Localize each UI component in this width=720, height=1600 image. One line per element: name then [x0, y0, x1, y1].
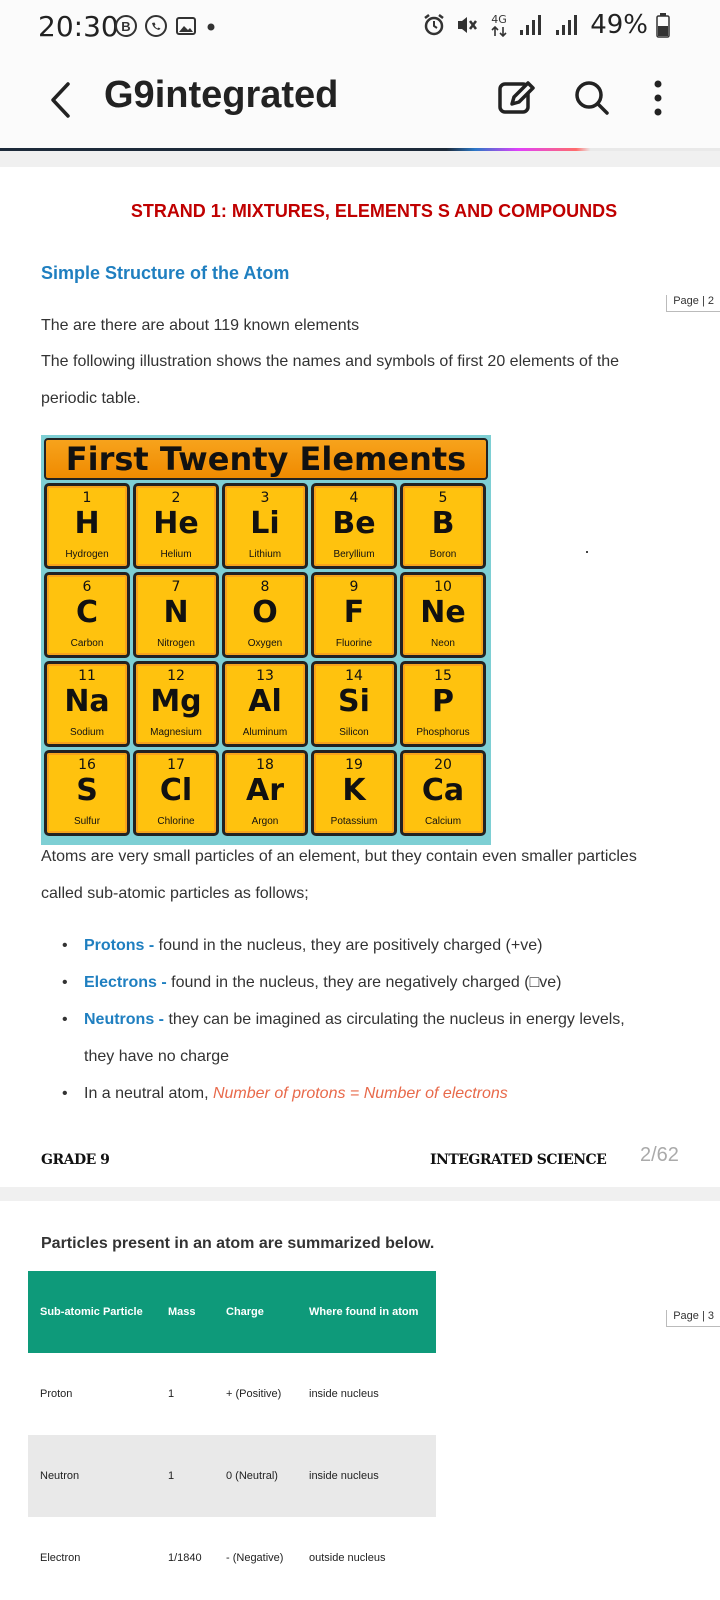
element-name: Lithium [248, 549, 282, 560]
element-symbol: Be [332, 506, 376, 541]
column-header: Mass [156, 1271, 214, 1353]
atomic-number: 19 [345, 757, 363, 773]
element-symbol: Mg [150, 684, 202, 719]
paragraph: periodic table. [41, 390, 141, 407]
table-cell: 1/1840 [168, 1552, 202, 1564]
atomic-number: 10 [434, 579, 452, 595]
element-cell [222, 483, 308, 569]
element-name: Chlorine [157, 816, 195, 827]
element-cell [44, 661, 130, 747]
whatsapp-icon [144, 14, 168, 38]
atomic-number: 20 [434, 757, 452, 773]
atomic-number: 4 [349, 490, 359, 506]
chevron-left-icon [48, 80, 72, 120]
section-heading: Simple Structure of the Atom [41, 263, 290, 283]
element-symbol: H [74, 506, 100, 541]
table-cell: Neutron [28, 1435, 156, 1517]
table-heading: Particles present in an atom are summarized below. [41, 1235, 435, 1252]
element-name: Calcium [424, 816, 462, 827]
element-name: Argon [251, 816, 279, 827]
bixby-icon [114, 14, 138, 38]
document-page-2 [0, 167, 720, 1187]
gallery-icon [174, 14, 198, 38]
element-name: Oxygen [247, 638, 283, 649]
table-row [28, 1353, 436, 1435]
table-cell: Electron [40, 1552, 81, 1564]
bullet-dot: • [62, 1085, 68, 1102]
list-text: they can be imagined as circulating the nucleus in energy levels, [164, 1011, 625, 1028]
term-neutrons: Neutrons - [84, 1011, 164, 1028]
4g-signal-icon [488, 11, 510, 39]
element-cell [400, 483, 486, 569]
element-symbol: He [153, 506, 199, 541]
back-button[interactable] [40, 72, 80, 128]
element-cell [222, 661, 308, 747]
more-options-button[interactable] [648, 76, 668, 120]
element-cell [311, 661, 397, 747]
element-symbol: Ca [421, 773, 465, 808]
signal-bars-icon [518, 12, 546, 38]
term-electrons: Electrons - [84, 974, 167, 991]
atomic-number: 11 [78, 668, 96, 684]
more-notifications-icon [204, 14, 218, 38]
element-name: Silicon [339, 727, 369, 738]
particles-table [28, 1271, 436, 1599]
paragraph: The are there are about 119 known elements [41, 317, 360, 334]
document-title: G9integrated [104, 74, 339, 116]
element-cell [222, 572, 308, 658]
element-cell [400, 572, 486, 658]
bullet-dot: • [62, 1011, 68, 1028]
system-icons [422, 10, 670, 40]
element-cell [133, 750, 219, 836]
atomic-number: 1 [82, 490, 92, 506]
list-text: In a neutral atom, [84, 1085, 213, 1102]
element-cell [311, 750, 397, 836]
list-text: found in the nucleus, they are negatively charged (□ve) [166, 974, 562, 991]
table-cell: 0 (Neutral) [214, 1435, 297, 1517]
element-cell [222, 750, 308, 836]
table-row [28, 1517, 436, 1599]
element-cell [44, 750, 130, 836]
atomic-number: 2 [171, 490, 181, 506]
page-gap [0, 151, 720, 167]
term-protons: Protons - [84, 937, 155, 954]
element-name: Nitrogen [157, 638, 195, 649]
atomic-number: 13 [256, 668, 274, 684]
status-bar [0, 0, 720, 52]
edit-button[interactable] [496, 76, 536, 120]
element-cell [400, 750, 486, 836]
element-symbol: C [75, 595, 99, 630]
table-cell: inside nucleus [297, 1435, 436, 1517]
atomic-number: 18 [256, 757, 274, 773]
strand-heading: STRAND 1: MIXTURES, ELEMENTS S AND COMPOUNDS [130, 201, 618, 221]
app-bar [0, 52, 720, 148]
element-symbol: Ne [420, 595, 466, 630]
element-name: Aluminum [242, 727, 288, 738]
atomic-number: 17 [167, 757, 185, 773]
element-name: Hydrogen [65, 549, 109, 560]
table-header-row [28, 1271, 436, 1353]
atomic-number: 6 [82, 579, 92, 595]
element-symbol: S [76, 773, 98, 808]
list-text: found in the nucleus, they are positively charged (+ve) [154, 937, 543, 954]
more-vertical-icon [648, 76, 668, 120]
element-cell [44, 572, 130, 658]
search-button[interactable] [572, 76, 612, 120]
element-name: Carbon [70, 638, 104, 649]
footer-grade: GRADE 9 [41, 1152, 110, 1168]
svg-text:B: B [121, 19, 131, 34]
periodic-table-image [41, 435, 491, 845]
list-text: they have no charge [84, 1048, 229, 1065]
table-cell: 1 [168, 1388, 175, 1400]
stray-dot [586, 551, 588, 553]
element-name: Sodium [70, 727, 104, 738]
page-number-tag: Page | 3 [666, 1310, 720, 1327]
element-name: Potassium [330, 816, 378, 827]
element-symbol: Na [64, 684, 110, 719]
element-name: Sulfur [73, 816, 101, 827]
atomic-number: 14 [345, 668, 363, 684]
list-item [60, 964, 680, 1001]
element-cell [133, 572, 219, 658]
atomic-number: 15 [434, 668, 452, 684]
search-icon [572, 76, 612, 120]
element-symbol: P [432, 684, 454, 719]
element-symbol: N [163, 595, 189, 630]
atomic-number: 9 [349, 579, 359, 595]
list-item [60, 1075, 680, 1112]
element-symbol: Al [248, 684, 282, 719]
emphasis-text: Number of protons = Number of electrons [212, 1085, 508, 1102]
table-cell: - (Negative) [226, 1552, 284, 1564]
page-gap [0, 1187, 720, 1201]
element-symbol: B [431, 506, 455, 541]
paragraph: Atoms are very small particles of an element, but they contain even smaller particles [41, 848, 637, 865]
element-name: Fluorine [335, 638, 373, 649]
atomic-number: 3 [260, 490, 270, 506]
table-cell: 1 [156, 1435, 214, 1517]
column-header: Sub-atomic Particle [28, 1271, 156, 1353]
list-item [60, 927, 680, 964]
element-symbol: Ar [245, 773, 284, 808]
element-symbol: Si [338, 684, 370, 719]
footer-subject: INTEGRATED SCIENCE [430, 1152, 607, 1168]
column-header: Charge [214, 1271, 297, 1353]
element-name: Beryllium [333, 549, 375, 560]
page-counter: 2/62 [640, 1144, 679, 1166]
element-grid [44, 483, 488, 836]
element-symbol: F [343, 595, 365, 630]
atomic-number: 12 [167, 668, 185, 684]
signal-bars-2-icon [554, 12, 582, 38]
table-cell: Proton [40, 1388, 73, 1400]
status-time: 20:30 [38, 10, 119, 43]
element-symbol: Cl [159, 773, 193, 808]
table-row [28, 1435, 436, 1517]
notification-icons [114, 14, 218, 38]
edit-icon [496, 76, 536, 120]
mute-icon [454, 12, 480, 38]
battery-percent: 49% [590, 10, 648, 40]
svg-text:4G: 4G [491, 13, 507, 26]
element-symbol: K [342, 773, 366, 808]
element-name: Boron [429, 549, 457, 560]
atomic-number: 7 [171, 579, 181, 595]
table-cell: + (Positive) [226, 1388, 282, 1400]
subatomic-list [60, 927, 680, 1112]
element-cell [400, 661, 486, 747]
element-symbol: O [252, 595, 278, 630]
table-cell: outside nucleus [309, 1552, 386, 1564]
element-cell [44, 483, 130, 569]
atomic-number: 16 [78, 757, 96, 773]
atomic-number: 5 [438, 490, 448, 506]
battery-icon [656, 12, 670, 38]
element-symbol: Li [250, 506, 280, 541]
element-name: Phosphorus [416, 727, 470, 738]
bullet-dot: • [62, 974, 68, 991]
periodic-table-title: First Twenty Elements [44, 438, 488, 480]
column-header: Where found in atom [297, 1271, 436, 1353]
element-name: Helium [160, 549, 192, 560]
alarm-icon [422, 12, 446, 38]
paragraph: called sub-atomic particles as follows; [41, 885, 309, 902]
element-cell [311, 572, 397, 658]
bullet-dot: • [62, 937, 68, 954]
atomic-number: 8 [260, 579, 270, 595]
element-cell [133, 661, 219, 747]
element-name: Neon [431, 638, 455, 649]
document-page-3 [0, 1201, 720, 1600]
page-number-tag: Page | 2 [666, 295, 720, 312]
table-cell: inside nucleus [309, 1388, 379, 1400]
list-item [60, 1001, 680, 1038]
paragraph: The following illustration shows the names and symbols of first 20 elements of the [41, 353, 620, 370]
element-cell [311, 483, 397, 569]
element-name: Magnesium [150, 727, 202, 738]
element-cell [133, 483, 219, 569]
list-item-continuation [60, 1038, 680, 1075]
